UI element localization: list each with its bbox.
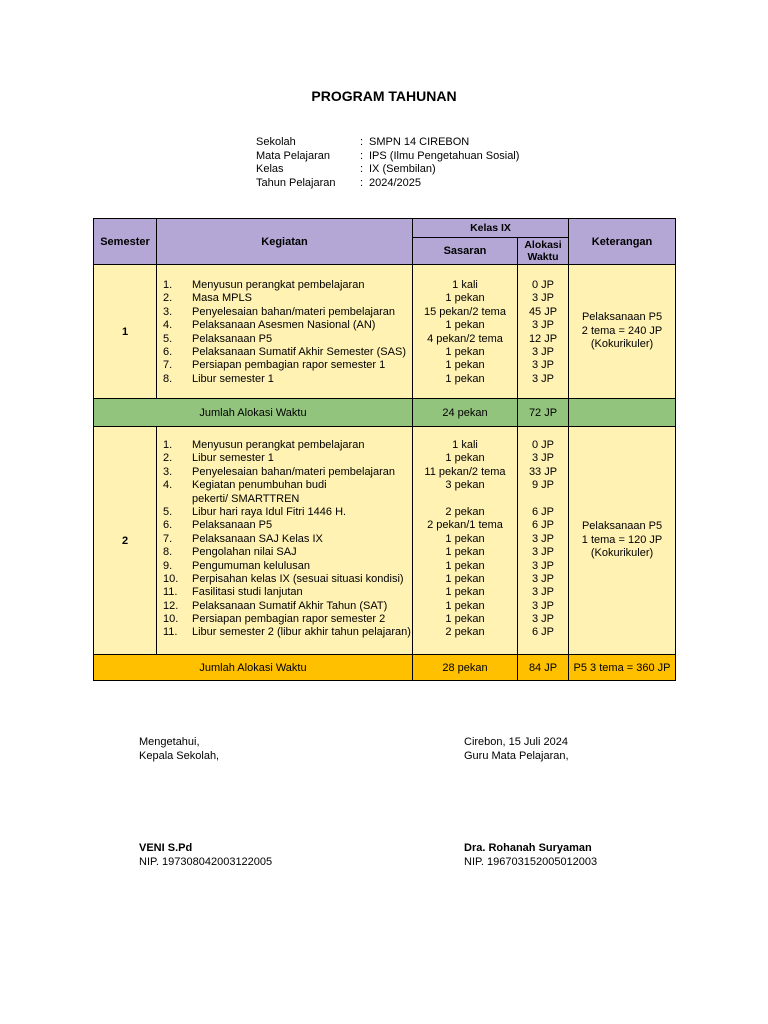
alokasi-value: 6 JP — [532, 505, 555, 518]
alokasi-value: 3 JP — [532, 345, 555, 358]
alokasi-value: 12 JP — [528, 332, 558, 345]
alokasi-value: 6 JP — [532, 626, 555, 639]
alokasi-value: 3 JP — [532, 532, 555, 545]
keterangan-line: 2 tema = 240 JP — [581, 324, 663, 337]
activity-text: Penyelesaian bahan/materi pembelajaran — [192, 465, 396, 478]
sasaran-list — [413, 439, 517, 640]
activity-number: 3. — [163, 305, 173, 318]
sasaran-value: 1 pekan — [445, 319, 485, 332]
activity-number: 1. — [163, 439, 173, 451]
signature-right-name-block — [464, 842, 597, 869]
sig-right-line2: Guru Mata Pelajaran, — [464, 749, 569, 762]
signature-left — [139, 736, 219, 763]
header-keterangan: Keterangan — [569, 219, 676, 265]
sasaran-value: 1 pekan — [445, 613, 485, 626]
info-row-tahun — [256, 177, 519, 191]
sasaran-value: 1 pekan — [445, 532, 485, 545]
semester-1-activities — [157, 265, 413, 399]
sig-right-nip: NIP. 196703152005012003 — [464, 855, 598, 868]
info-value: IPS (Ilmu Pengetahuan Sosial) — [369, 149, 520, 162]
sig-left-line2: Kepala Sekolah, — [139, 749, 220, 762]
activity-number: 6. — [163, 519, 173, 532]
alokasi-value: 9 JP — [532, 479, 555, 492]
semester-2-activities — [157, 427, 413, 655]
keterangan-line: 1 tema = 120 JP — [581, 533, 663, 546]
semester-1-sasaran — [413, 265, 518, 399]
activity-number: 11. — [163, 586, 178, 599]
activity-item — [157, 373, 412, 386]
signature-left-name-block — [139, 842, 272, 869]
activity-text: Penyelesaian bahan/materi pembelajaran — [192, 305, 396, 318]
alokasi-value: 3 JP — [532, 292, 555, 305]
alokasi-list — [518, 439, 568, 640]
info-label: Kelas — [256, 163, 284, 175]
activity-item — [157, 506, 412, 519]
activity-number: 8. — [163, 546, 173, 559]
activity-item — [157, 533, 412, 546]
info-value: IX (Sembilan) — [369, 163, 436, 175]
keterangan-line: (Kokurikuler) — [590, 547, 654, 560]
activity-item — [157, 319, 412, 332]
activity-item — [157, 546, 412, 559]
alokasi-value: 3 JP — [532, 599, 555, 612]
activity-text: Menyusun perangkat pembelajaran — [192, 279, 365, 291]
activity-number: 10. — [163, 613, 179, 626]
activity-text: Libur semester 2 (libur akhir tahun pelajaran) — [192, 626, 411, 639]
activity-text: Perpisahan kelas IX (sesuai situasi kondisi) — [192, 572, 404, 585]
alokasi-value: 3 JP — [532, 319, 555, 332]
activity-number: 9. — [163, 559, 173, 572]
activity-number: 3. — [163, 465, 173, 478]
sig-left-name: VENI S.Pd — [139, 842, 193, 854]
activity-item — [157, 560, 412, 573]
keterangan-line: Pelaksanaan P5 — [581, 311, 663, 324]
activity-number: 11. — [163, 626, 178, 639]
alokasi-value: 3 JP — [532, 372, 555, 385]
activity-number: 4. — [163, 479, 173, 492]
info-sep: : — [360, 163, 364, 175]
alokasi-value: 0 JP — [532, 439, 555, 451]
header-kegiatan: Kegiatan — [157, 219, 413, 265]
activity-text: Pelaksanaan Asesmen Nasional (AN) — [192, 319, 376, 332]
activity-number: 6. — [163, 345, 173, 358]
alokasi-value: 33 JP — [528, 465, 558, 478]
activity-item — [157, 346, 412, 359]
info-value: 2024/2025 — [369, 176, 421, 189]
activity-number: 2. — [163, 292, 173, 305]
alokasi-value: 6 JP — [532, 519, 555, 532]
activity-number: 12. — [163, 599, 179, 612]
info-value: SMPN 14 CIREBON — [369, 136, 470, 148]
header-kelas: Kelas IX — [413, 219, 569, 238]
sig-left-line1: Mengetahui, — [139, 736, 200, 748]
semester-2-total-sasaran: 28 pekan — [413, 655, 518, 681]
activity-item — [157, 333, 412, 346]
sasaran-value: 1 kali — [452, 279, 478, 291]
semester-1-total-alokasi: 72 JP — [518, 399, 569, 427]
activity-item — [157, 306, 412, 319]
alokasi-list — [518, 279, 568, 386]
activity-item — [157, 519, 412, 532]
info-label: Tahun Pelajaran — [256, 176, 336, 189]
info-sep: : — [360, 149, 364, 162]
activity-text: Masa MPLS — [192, 292, 252, 305]
info-block — [256, 136, 519, 190]
sasaran-value: 1 pekan — [445, 546, 485, 559]
sasaran-list — [413, 279, 517, 386]
sasaran-value: 2 pekan — [445, 505, 485, 518]
sasaran-value: 4 pekan/2 tema — [427, 332, 503, 345]
sasaran-value: 1 kali — [452, 439, 478, 451]
activity-text: Pengumuman kelulusan — [192, 559, 311, 572]
semester-1-total-sasaran: 24 pekan — [413, 399, 518, 427]
activity-text: Menyusun perangkat pembelajaran — [192, 439, 365, 451]
activity-number: 5. — [163, 505, 173, 518]
sasaran-value: 1 pekan — [445, 572, 485, 585]
signature-right — [464, 736, 569, 763]
sasaran-value: 2 pekan — [445, 626, 485, 639]
activity-text: Persiapan pembagian rapor semester 1 — [192, 359, 386, 372]
activity-item — [157, 626, 412, 639]
activity-item — [157, 359, 412, 372]
sasaran-value: 1 pekan — [445, 372, 485, 385]
sasaran-value: 1 pekan — [445, 559, 485, 572]
activity-number: 8. — [163, 372, 173, 385]
semester-2-alokasi — [518, 427, 569, 655]
activity-text: Pengolahan nilai SAJ — [192, 546, 297, 559]
activity-number: 10. — [163, 572, 179, 585]
activity-item — [157, 613, 412, 626]
sasaran-value: 1 pekan — [445, 586, 485, 599]
alokasi-value: 3 JP — [532, 586, 555, 599]
sasaran-value: 1 pekan — [445, 599, 485, 612]
activity-number: 7. — [163, 532, 173, 545]
keterangan-line: (Kokurikuler) — [590, 338, 654, 351]
program-table — [93, 218, 676, 681]
sasaran-value: 1 pekan — [445, 359, 485, 372]
sasaran-value: 2 pekan/1 tema — [427, 519, 503, 532]
activity-item — [157, 586, 412, 599]
alokasi-value: 3 JP — [532, 546, 555, 559]
semester-2-keterangan — [569, 427, 676, 655]
semester-1-label: 1 — [94, 265, 157, 399]
info-sep: : — [360, 136, 364, 148]
semester-1-total-ket — [569, 399, 676, 427]
activity-item — [157, 279, 412, 292]
semester-1-keterangan — [569, 265, 676, 399]
info-sep: : — [360, 176, 364, 189]
activity-number: 7. — [163, 359, 173, 372]
semester-2-label: 2 — [94, 427, 157, 655]
activity-number: 1. — [163, 279, 173, 291]
info-label: Mata Pelajaran — [256, 149, 330, 162]
activity-text: Pelaksanaan P5 — [192, 519, 273, 532]
keterangan-line: Pelaksanaan P5 — [581, 520, 663, 533]
activity-text: Pelaksanaan Sumatif Akhir Tahun (SAT) — [192, 599, 388, 612]
activity-text: Libur hari raya Idul Fitri 1446 H. — [192, 505, 347, 518]
activity-item — [157, 439, 412, 452]
activity-text: Libur semester 1 — [192, 452, 274, 465]
header-semester: Semester — [94, 219, 157, 265]
sig-right-name: Dra. Rohanah Suryaman — [464, 842, 592, 854]
info-row-kelas — [256, 163, 519, 177]
sasaran-value: 15 pekan/2 tema — [424, 305, 506, 318]
info-row-sekolah — [256, 136, 519, 150]
activity-list — [157, 279, 412, 386]
activity-item — [157, 600, 412, 613]
activity-item — [157, 292, 412, 305]
activity-text: Libur semester 1 — [192, 372, 274, 385]
activity-text: Pelaksanaan Sumatif Akhir Semester (SAS) — [192, 345, 406, 358]
sig-right-line1: Cirebon, 15 Juli 2024 — [464, 736, 568, 748]
semester-2-total-alokasi: 84 JP — [518, 655, 569, 681]
activity-number: 2. — [163, 452, 173, 465]
sig-left-nip: NIP. 197308042003122005 — [139, 855, 273, 868]
activity-item — [157, 466, 412, 479]
sasaran-value: 1 pekan — [445, 345, 485, 358]
activity-text: Persiapan pembagian rapor semester 2 — [192, 613, 386, 626]
activity-text: Pelaksanaan P5 — [192, 332, 273, 345]
alokasi-value: 3 JP — [532, 572, 555, 585]
info-label: Sekolah — [256, 136, 296, 148]
activity-text: Kegiatan penumbuhan budi pekerti/ SMARTTREN — [192, 479, 327, 505]
alokasi-value: 3 JP — [532, 359, 555, 372]
activity-item — [157, 452, 412, 465]
semester-1-total-label: Jumlah Alokasi Waktu — [94, 399, 413, 427]
semester-2-total-ket: P5 3 tema = 360 JP — [569, 655, 676, 681]
activity-number: 4. — [163, 319, 173, 332]
alokasi-value: 3 JP — [532, 452, 555, 465]
header-alokasi: Alokasi Waktu — [518, 238, 569, 265]
activity-list — [157, 439, 412, 640]
alokasi-value: 3 JP — [532, 613, 555, 626]
info-row-mapel — [256, 150, 519, 164]
alokasi-value: 3 JP — [532, 559, 555, 572]
activity-text: Fasilitasi studi lanjutan — [192, 586, 303, 599]
document-title: PROGRAM TAHUNAN — [311, 88, 457, 104]
semester-2-sasaran — [413, 427, 518, 655]
activity-item — [157, 479, 412, 506]
sasaran-value: 3 pekan — [445, 479, 485, 492]
activity-item — [157, 573, 412, 586]
activity-text: Pelaksanaan SAJ Kelas IX — [192, 532, 323, 545]
alokasi-value: 0 JP — [532, 279, 555, 291]
activity-number: 5. — [163, 332, 173, 345]
alokasi-value: 45 JP — [528, 305, 558, 318]
sasaran-value: 11 pekan/2 tema — [424, 465, 506, 478]
semester-1-alokasi — [518, 265, 569, 399]
header-sasaran: Sasaran — [413, 238, 518, 265]
sasaran-value: 1 pekan — [445, 452, 485, 465]
semester-2-total-label: Jumlah Alokasi Waktu — [94, 655, 413, 681]
sasaran-value: 1 pekan — [445, 292, 485, 305]
